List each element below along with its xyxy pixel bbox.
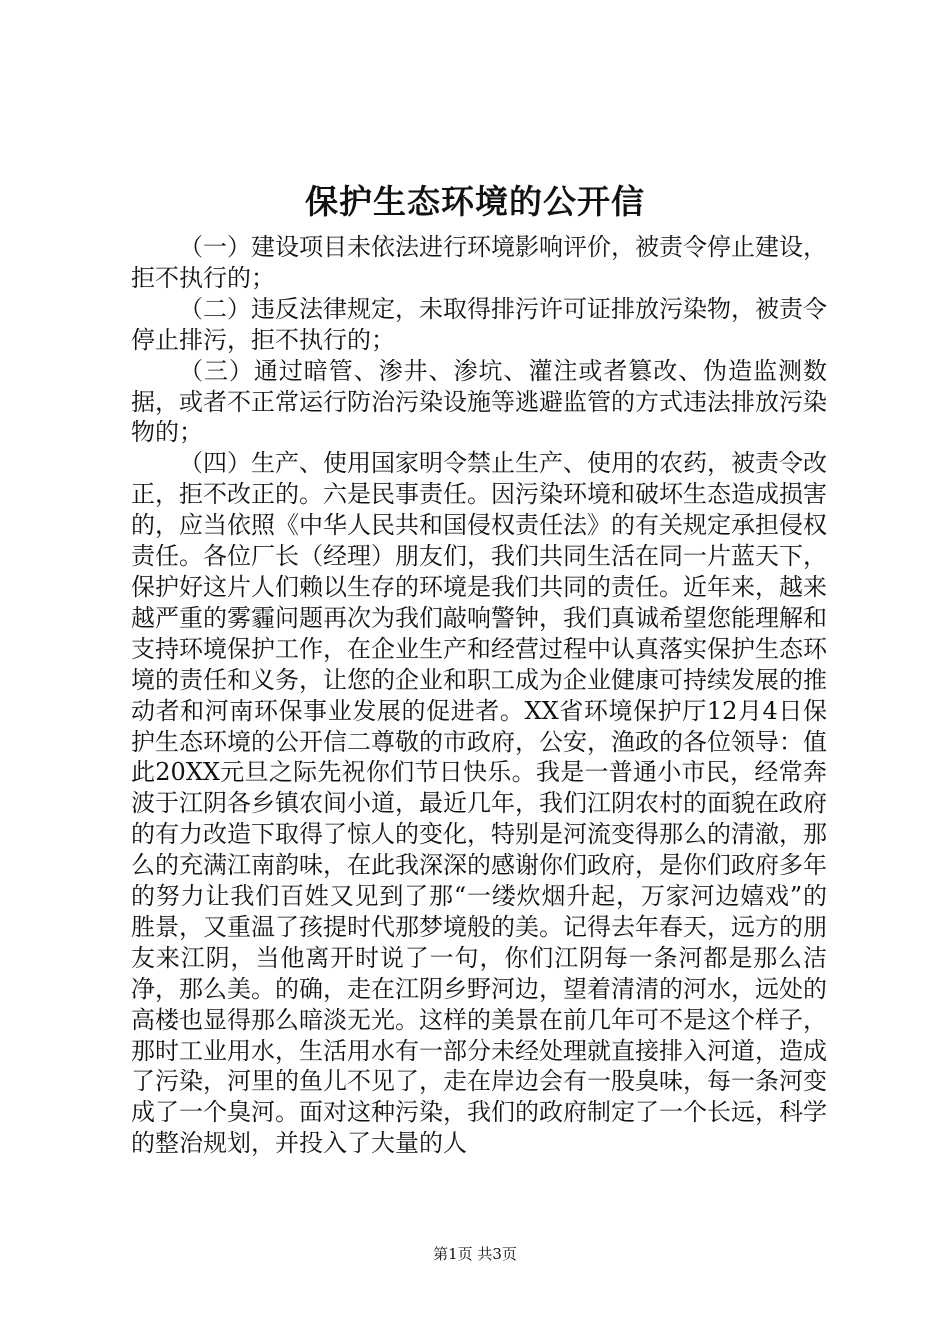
- paragraph-1: （一）建设项目未依法进行环境影响评价，被责令停止建设，拒不执行的；: [131, 233, 827, 292]
- document-title: 保护生态环境的公开信: [305, 182, 645, 221]
- document-body: [131, 232, 827, 1159]
- page-number-footer: 第1页 共3页: [433, 1245, 517, 1263]
- paragraph-4: （四）生产、使用国家明令禁止生产、使用的农药，被责令改正，拒不改正的。六是民事责任。因污染环境和破坏生态造成损害的，应当依照《中华人民共和国侵权责任法》的有关规定承担侵权责任。各位厂长（经理）朋友们，我们共同生活在同一片蓝天下，保护好这片人们赖以生存的环境是我们共同的责任。近年来，越来越严重的雾霾问题再次为我们敲响警钟，我们真诚希望您能理解和支持环境保护工作，在企业生产和经营过程中认真落实保护生态环境的责任和义务，让您的企业和职工成为企业健康可持续发展的推动者和河南环保事业发展的促进者。XX省环境保护厅12月4日保护生态环境的公开信二尊敬的市政府，公安，渔政的各位领导：值此20XX元旦之际先祝你们节日快乐。我是一普通小市民，经常奔波于江阴各乡镇农间小道，最近几年，我们江阴农村的面貌在政府的有力改造下取得了惊人的变化，特别是河流变得那么的清澈，那么的充满江南韵味，在此我深深的感谢你们政府，是你们政府多年的努力让我们百姓又见到了那“一缕炊烟升起，万家河边嬉戏”的胜景，又重温了孩提时代那梦境般的美。记得去年春天，远方的朋友来江阴，当他离开时说了一句，你们江阴每一条河都是那么洁净，那么美。的确，走在江阴乡野河边，望着清清的河水，远处的高楼也显得那么暗淡无光。这样的美景在前几年可不是这个样子，那时工业用水，生活用水有一部分未经处理就直接排入河道，造成了污染，河里的鱼儿不见了，走在岸边会有一股臭味，每一条河变成了一个臭河。面对这种污染，我们的政府制定了一个长远，科学的整治规划，并投入了大量的人: [131, 449, 827, 1158]
- paragraph-3: （三）通过暗管、渗井、渗坑、灌注或者篡改、伪造监测数据，或者不正常运行防治污染设施等逃避监管的方式违法排放污染物的；: [131, 356, 827, 447]
- paragraph-2: （二）违反法律规定，未取得排污许可证排放污染物，被责令停止排污，拒不执行的；: [131, 294, 827, 354]
